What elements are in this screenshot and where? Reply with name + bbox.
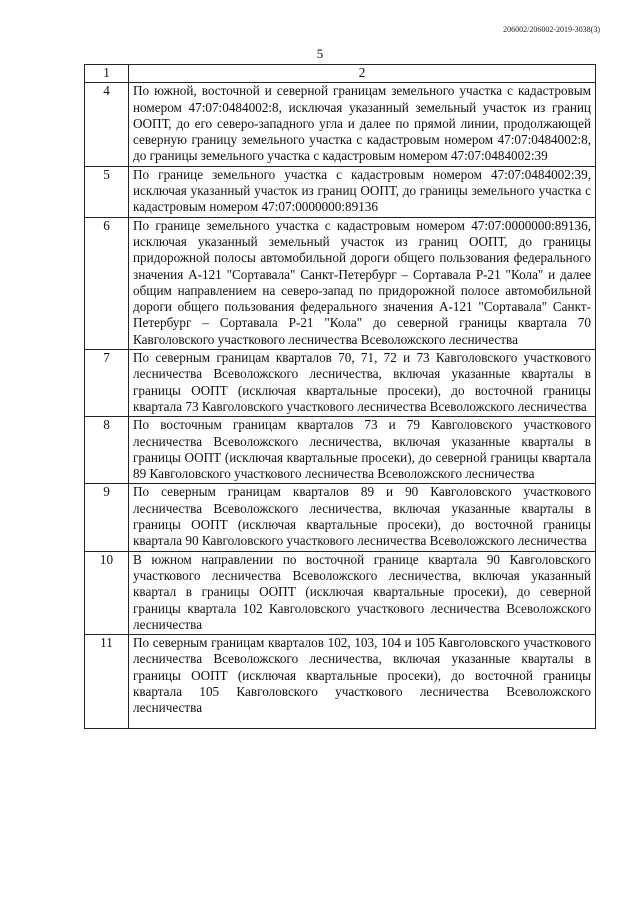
table-row bbox=[85, 166, 596, 217]
row-text: По северным границам кварталов 89 и 90 Кавголовского участкового лесничества Всеволожского лесничества, включая указанные кварталы в границы ООПТ (исключая квартальные просеки), до восточной границы квартала 90 Кавголовского участкового лесничества Всеволожского лесничества bbox=[129, 484, 596, 551]
table-row bbox=[85, 83, 596, 166]
row-number: 11 bbox=[85, 635, 129, 729]
table-row bbox=[85, 551, 596, 634]
table-header-row bbox=[85, 65, 596, 83]
row-number: 10 bbox=[85, 551, 129, 634]
row-number: 4 bbox=[85, 83, 129, 166]
row-number: 9 bbox=[85, 484, 129, 551]
column-header-2: 2 bbox=[129, 65, 596, 83]
row-text: По границе земельного участка с кадастровым номером 47:07:0000000:89136, исключая указанный земельный участок из границ ООПТ, до границы придорожной полосы автомобильной дороги общего пользования федерального значения А-121 "Сортавала" Санкт-Петербург – Сортавала Р-21 "Кола" и далее общим направлением на северо-запад по придорожной полосе автомобильной дороги общего пользования федерального значения А-121 "Сортавала" Санкт-Петербург – Сортавала Р-21 "Кола" до северной границы квартала 70 Кавголовского участкового лесничества Всеволожского лесничества bbox=[129, 217, 596, 349]
row-text: По границе земельного участка с кадастровым номером 47:07:0484002:39, исключая указанный участок из границ ООПТ, до границы земельного участка с кадастровым номером 47:07:0000000:89136 bbox=[129, 166, 596, 217]
row-text: По восточным границам кварталов 73 и 79 Кавголовского участкового лесничества Всеволожского лесничества, включая указанные кварталы в границы ООПТ (исключая квартальные просеки), до северной границы квартала 89 Кавголовского участкового лесничества Всеволожского лесничества bbox=[129, 417, 596, 484]
row-number: 5 bbox=[85, 166, 129, 217]
row-text: В южном направлении по восточной границе квартала 90 Кавголовского участкового лесничества Всеволожского лесничества, включая указанный квартал в границы ООПТ (исключая квартальные просеки), до северной границы квартала 102 Кавголовского участкового лесничества Всеволожского лесничества bbox=[129, 551, 596, 634]
column-header-1: 1 bbox=[85, 65, 129, 83]
row-number: 6 bbox=[85, 217, 129, 349]
row-number: 8 bbox=[85, 417, 129, 484]
table-row bbox=[85, 217, 596, 349]
document-id: 206002/206002-2019-3038(3) bbox=[503, 25, 600, 34]
table-row bbox=[85, 635, 596, 729]
row-number: 7 bbox=[85, 350, 129, 417]
table-row bbox=[85, 417, 596, 484]
page-number: 5 bbox=[316, 46, 324, 61]
boundary-description-table bbox=[84, 64, 596, 729]
table-row bbox=[85, 350, 596, 417]
table-row bbox=[85, 484, 596, 551]
row-text: По северным границам кварталов 70, 71, 72 и 73 Кавголовского участкового лесничества Всеволожского лесничества, включая указанные кварталы в границы ООПТ (исключая квартальные просеки), до восточной границы квартала 73 Кавголовского участкового лесничества Всеволожского лесничества bbox=[129, 350, 596, 417]
row-text: По северным границам кварталов 102, 103, 104 и 105 Кавголовского участкового лесничества Всеволожского лесничества, включая указанные кварталы в границы ООПТ (исключая квартальные просеки), до восточной границы квартала 105 Кавголовского участкового лесничества Всеволожского лесничества bbox=[129, 635, 596, 729]
row-text: По южной, восточной и северной границам земельного участка с кадастровым номером 47:07:0484002:8, исключая указанный земельный участок из границ ООПТ, до его северо-западного угла и далее по прямой линии, продолжающей северную границу земельного участка с кадастровым номером 47:07:0484002:8, до границы земельного участка с кадастровым номером 47:07:0484002:39 bbox=[129, 83, 596, 166]
